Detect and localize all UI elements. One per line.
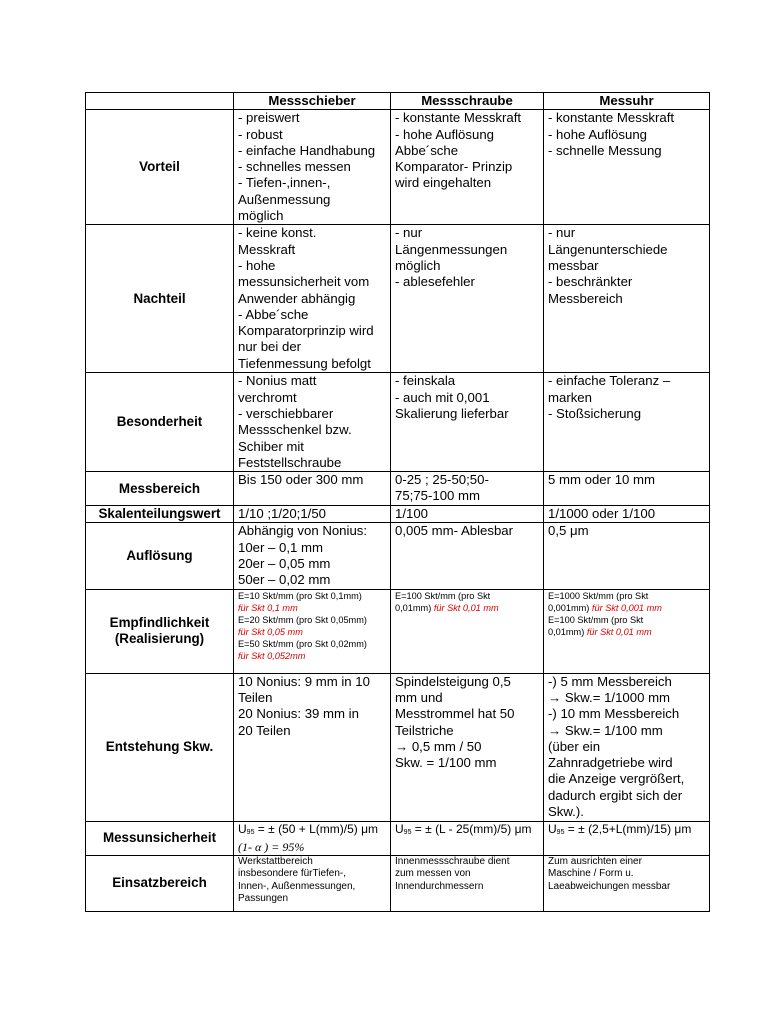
row-einsatzbereich bbox=[86, 855, 710, 911]
cell-line: Messschenkel bzw. bbox=[238, 422, 352, 438]
cell-line: verchromt bbox=[238, 389, 297, 405]
cell-line: zum messen von bbox=[395, 868, 471, 880]
cell-line: - einfache Toleranz – bbox=[548, 373, 671, 389]
cell-line: - nur bbox=[395, 225, 423, 241]
cell-line: -) 10 mm Messbereich bbox=[548, 706, 680, 722]
cell-line: Feststellschraube bbox=[238, 454, 342, 470]
row-label: Entstehung Skw. bbox=[86, 673, 234, 821]
cell bbox=[544, 589, 710, 673]
cell-line: - hohe Auflösung bbox=[395, 126, 494, 142]
u-symbol: U bbox=[238, 821, 247, 836]
cell bbox=[234, 855, 391, 911]
row-messbereich bbox=[86, 472, 710, 506]
u-symbol: U bbox=[395, 821, 404, 836]
cell-line: → 0,5 mm / 50 bbox=[395, 738, 482, 754]
cell-line: - beschränkter bbox=[548, 274, 633, 290]
cell-line: Spindelsteigung 0,5 bbox=[395, 673, 511, 689]
header-row bbox=[86, 93, 710, 110]
cell-line: - konstante Messkraft bbox=[548, 110, 675, 126]
cell bbox=[234, 373, 391, 472]
text-red: für Skt 0,052mm bbox=[238, 650, 306, 661]
cell-line: Innenmessschraube dient bbox=[395, 855, 510, 867]
cell-line: Tiefenmessung befolgt bbox=[238, 355, 371, 371]
row-label: Einsatzbereich bbox=[86, 855, 234, 911]
cell bbox=[544, 506, 710, 523]
header-messschieber: Messschieber bbox=[234, 93, 391, 110]
cell-line: Messbereich bbox=[548, 290, 623, 306]
cell bbox=[544, 523, 710, 589]
cell bbox=[544, 673, 710, 821]
cell-line: 5 mm oder 10 mm bbox=[548, 472, 655, 488]
cell-line: Abhängig von Nonius: bbox=[238, 523, 368, 539]
cell-line: - robust bbox=[238, 126, 283, 142]
cell-line: nur bei der bbox=[238, 339, 302, 355]
cell bbox=[391, 855, 544, 911]
row-skalenteilungswert bbox=[86, 506, 710, 523]
cell bbox=[391, 821, 544, 855]
cell-line: - Tiefen-,innen-, bbox=[238, 175, 331, 191]
cell-line: -) 5 mm Messbereich bbox=[548, 673, 672, 689]
formula bbox=[548, 822, 705, 840]
cell-line: (über ein bbox=[548, 738, 601, 754]
u-symbol: U bbox=[548, 821, 557, 836]
cell-line: - nur bbox=[548, 225, 576, 241]
formula-text: = ± (L - 25(mm)/5) μm bbox=[411, 821, 532, 836]
comparison-table bbox=[85, 92, 710, 912]
cell-line: messunsicherheit vom bbox=[238, 274, 370, 290]
cell-line: insbesondere fürTiefen-, bbox=[238, 868, 347, 880]
cell-line: 0-25 ; 25-50;50- bbox=[395, 472, 489, 488]
cell-line: Bis 150 oder 300 mm bbox=[238, 472, 364, 488]
cell-line: - hohe bbox=[238, 257, 276, 273]
cell-line: 1/1000 oder 1/100 bbox=[548, 506, 656, 522]
cell bbox=[391, 225, 544, 373]
cell-line: Abbe´sche bbox=[395, 142, 459, 158]
cell bbox=[544, 855, 710, 911]
cell-line: mm und bbox=[395, 689, 443, 705]
cell bbox=[391, 373, 544, 472]
row-vorteil bbox=[86, 110, 710, 225]
text-black: 0,01mm) bbox=[548, 626, 587, 637]
formula-text: = ± (50 + L(mm)/5) μm bbox=[254, 821, 378, 836]
text-red: für Skt 0,01 mm bbox=[586, 626, 652, 637]
cell-line: 0,5 μm bbox=[548, 523, 589, 539]
cell-line: möglich bbox=[238, 208, 284, 224]
cell-line: 20er – 0,05 mm bbox=[238, 556, 331, 572]
cell bbox=[391, 673, 544, 821]
cell-line: wird eingehalten bbox=[395, 175, 492, 191]
row-label: Besonderheit bbox=[86, 373, 234, 472]
cell-line: Passungen bbox=[238, 893, 289, 905]
cell-line: 10 Nonius: 9 mm in 10 bbox=[238, 673, 370, 689]
subscript: 95 bbox=[556, 828, 565, 836]
row-messunsicherheit bbox=[86, 821, 710, 855]
cell-line: Messtrommel hat 50 bbox=[395, 706, 515, 722]
cell-line: - keine konst. bbox=[238, 225, 317, 241]
cell-line: Skw. = 1/100 mm bbox=[395, 755, 497, 771]
cell-line: Längenmessungen bbox=[395, 241, 508, 257]
row-entstehung bbox=[86, 673, 710, 821]
cell bbox=[544, 821, 710, 855]
text-red: für Skt 0,01 mm bbox=[433, 602, 499, 613]
cell bbox=[544, 373, 710, 472]
cell-line: Maschine / Form u. bbox=[548, 868, 634, 880]
cell bbox=[234, 673, 391, 821]
cell-line bbox=[548, 602, 705, 614]
text-red: für Skt 0,001 mm bbox=[591, 602, 662, 613]
cell-line: Skalierung lieferbar bbox=[395, 405, 509, 421]
cell-line: - preiswert bbox=[238, 110, 300, 126]
cell-line: Komparator- Prinzip bbox=[395, 159, 513, 175]
cell bbox=[544, 472, 710, 506]
cell bbox=[234, 523, 391, 589]
cell-line: Anwender abhängig bbox=[238, 290, 356, 306]
cell-line: - einfache Handhabung bbox=[238, 142, 376, 158]
row-label: Nachteil bbox=[86, 225, 234, 373]
cell-line: dadurch ergibt sich der bbox=[548, 787, 683, 803]
cell-line: - feinskala bbox=[395, 373, 456, 389]
cell-line: Komparatorprinzip wird bbox=[238, 323, 374, 339]
cell-line: Zum ausrichten einer bbox=[548, 855, 642, 867]
header-messuhr: Messuhr bbox=[544, 93, 710, 110]
cell-line: marken bbox=[548, 389, 592, 405]
cell-line: → Skw.= 1/1000 mm bbox=[548, 689, 671, 705]
cell-line: Innendurchmessern bbox=[395, 880, 484, 892]
cell-line: Außenmessung bbox=[238, 191, 331, 207]
cell bbox=[234, 472, 391, 506]
row-besonderheit bbox=[86, 373, 710, 472]
cell-line: → Skw.= 1/100 mm bbox=[548, 722, 663, 738]
cell-line: Teilen bbox=[238, 689, 273, 705]
cell-line: 20 Nonius: 39 mm in bbox=[238, 706, 359, 722]
text-red: für Skt 0,1 mm bbox=[238, 602, 298, 613]
cell bbox=[391, 472, 544, 506]
cell-line: Teilstriche bbox=[395, 722, 454, 738]
row-label: Messunsicherheit bbox=[86, 821, 234, 855]
cell bbox=[391, 523, 544, 589]
subscript: 95 bbox=[246, 828, 255, 836]
text-black: 0,01mm) bbox=[395, 602, 434, 613]
cell bbox=[234, 225, 391, 373]
text-black: 0,001mm) bbox=[548, 602, 592, 613]
row-nachteil bbox=[86, 225, 710, 373]
row-label bbox=[86, 589, 234, 673]
cell bbox=[234, 821, 391, 855]
cell-line: - ablesefehler bbox=[395, 274, 475, 290]
cell-line: 10er – 0,1 mm bbox=[238, 539, 324, 555]
cell-line: - verschiebbarer bbox=[238, 405, 334, 421]
cell-line: E=50 Skt/mm (pro Skt 0,02mm) bbox=[238, 638, 367, 649]
cell bbox=[391, 506, 544, 523]
confidence-line: (1- α ) = 95% bbox=[238, 839, 305, 854]
cell-line: Skw.). bbox=[548, 804, 584, 820]
cell-line: 1/100 bbox=[395, 506, 429, 522]
cell-line: Längenunterschiede bbox=[548, 241, 668, 257]
cell-line: - schnelle Messung bbox=[548, 142, 662, 158]
text-red: für Skt 0,05 mm bbox=[238, 626, 303, 637]
cell-line: Messkraft bbox=[238, 241, 296, 257]
formula bbox=[238, 822, 386, 840]
formula bbox=[395, 822, 539, 840]
row-label: Vorteil bbox=[86, 110, 234, 225]
cell-line: - schnelles messen bbox=[238, 159, 351, 175]
row-label: Auflösung bbox=[86, 523, 234, 589]
row-label: Skalenteilungswert bbox=[86, 506, 234, 523]
cell-line: 1/10 ;1/20;1/50 bbox=[238, 506, 326, 522]
row-empfindlichkeit bbox=[86, 589, 710, 673]
cell bbox=[234, 506, 391, 523]
cell-line: E=100 Skt/mm (pro Skt bbox=[395, 590, 491, 601]
label-line: Empfindlichkeit bbox=[109, 614, 210, 630]
cell-line bbox=[395, 602, 539, 614]
cell-line: E=1000 Skt/mm (pro Skt bbox=[548, 590, 649, 601]
cell-line: E=20 Skt/mm (pro Skt 0,05mm) bbox=[238, 614, 367, 625]
row-aufloesung bbox=[86, 523, 710, 589]
cell bbox=[391, 110, 544, 225]
cell-line: die Anzeige vergrößert, bbox=[548, 771, 685, 787]
subscript: 95 bbox=[403, 828, 412, 836]
cell bbox=[544, 110, 710, 225]
cell-line: Innen-, Außenmessungen, bbox=[238, 880, 356, 892]
cell-line: - konstante Messkraft bbox=[395, 110, 522, 126]
cell-line: Werkstattbereich bbox=[238, 855, 313, 867]
cell-line: - hohe Auflösung bbox=[548, 126, 647, 142]
cell-line: 50er – 0,02 mm bbox=[238, 572, 331, 588]
cell-line: Schiber mit bbox=[238, 438, 304, 454]
cell bbox=[544, 225, 710, 373]
cell-line: - Stoßsicherung bbox=[548, 405, 642, 421]
cell bbox=[234, 589, 391, 673]
formula-text: = ± (2,5+L(mm)/15) μm bbox=[564, 821, 692, 836]
cell-line: 20 Teilen bbox=[238, 722, 291, 738]
cell-line: - auch mit 0,001 bbox=[395, 389, 490, 405]
cell-line: E=100 Skt/mm (pro Skt bbox=[548, 614, 644, 625]
cell bbox=[234, 110, 391, 225]
cell-line: messbar bbox=[548, 257, 599, 273]
cell-line: - Nonius matt bbox=[238, 373, 317, 389]
cell-line: E=10 Skt/mm (pro Skt 0,1mm) bbox=[238, 590, 362, 601]
cell-line: möglich bbox=[395, 257, 441, 273]
cell-line: 75;75-100 mm bbox=[395, 488, 481, 504]
cell-line: 0,005 mm- Ablesbar bbox=[395, 523, 514, 539]
label-line: (Realisierung) bbox=[114, 631, 205, 647]
cell-line: - Abbe´sche bbox=[238, 306, 309, 322]
cell bbox=[391, 589, 544, 673]
cell-line: Laeabweichungen messbar bbox=[548, 880, 671, 892]
header-empty bbox=[86, 93, 234, 110]
cell-line bbox=[548, 626, 705, 638]
header-messschraube: Messschraube bbox=[391, 93, 544, 110]
row-label: Messbereich bbox=[86, 472, 234, 506]
cell-line: Zahnradgetriebe wird bbox=[548, 755, 673, 771]
